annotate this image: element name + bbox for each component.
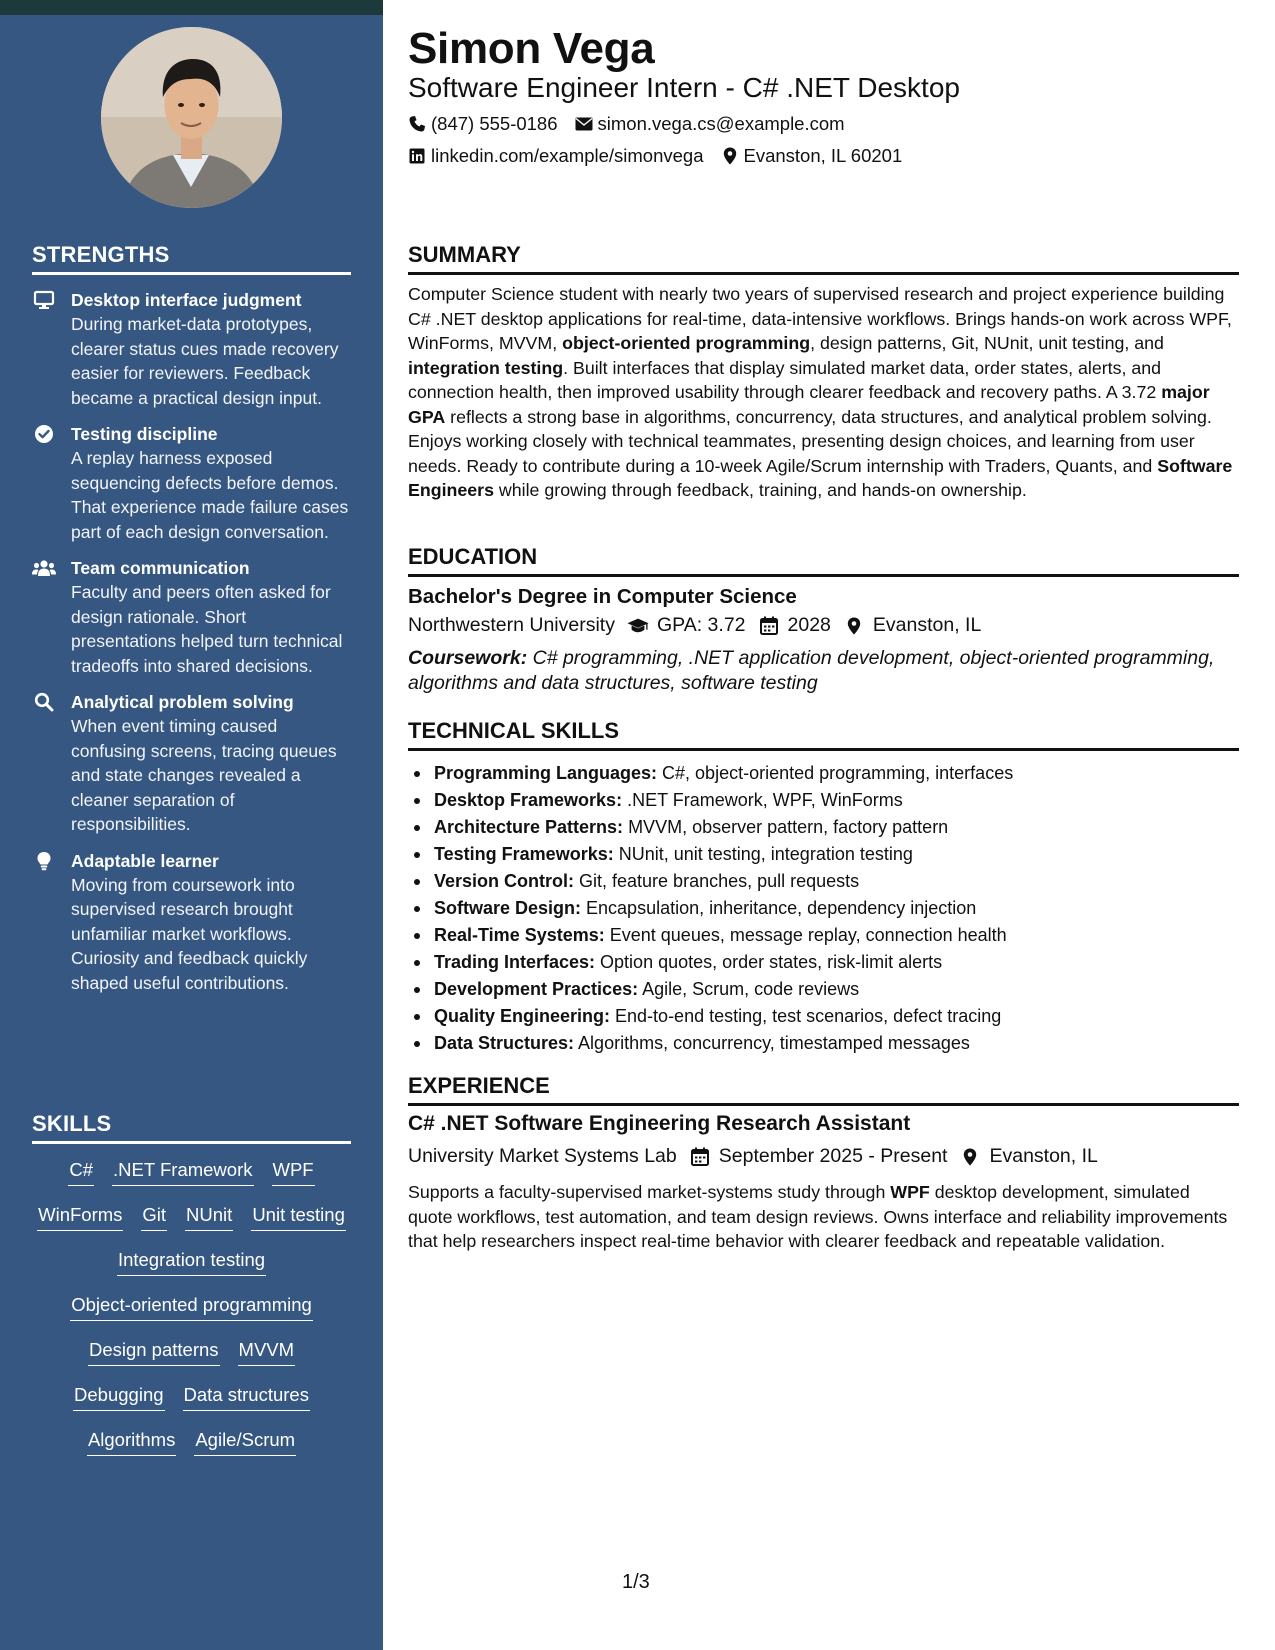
skill-tag: NUnit [185,1203,233,1231]
profile-photo [101,27,282,208]
skill-tag-row [32,1293,351,1338]
list-item [426,841,1236,868]
strength-description: During market-data prototypes, clearer status cues made recovery easier for reviewers. Feedback became a practical design input. [71,314,339,408]
summary-part: while growing through feedback, training, and hands-on ownership. [493,480,1027,500]
education-details [408,614,981,637]
technical-skills-list [426,760,1236,1057]
summary-bold-part: major GPA [408,382,1210,427]
location-text: Evanston, IL 60201 [743,145,903,166]
strength-description: When event timing caused confusing screens, tracing queues and state changes revealed a cleaner separation of responsibilities. [71,716,337,834]
lightbulb-icon [32,850,56,872]
page-number: 1/3 [622,1571,650,1593]
skill-tag: Data structures [183,1383,310,1411]
skill-tag-row [32,1158,351,1203]
skill-tag-row [32,1248,351,1293]
summary-part: Computer Science student with nearly two years of supervised research and project experience building C# .NET desktop applications for real-time, data-intensive workflows. Brings hands-on work across WPF, WinForms, MVVM, [408,284,1232,353]
strengths-list [32,288,354,1007]
linkedin-icon [408,147,426,165]
calendar-icon [758,616,780,636]
list-item [426,1030,1236,1057]
check-circle-icon [32,423,56,445]
skill-category: Architecture Patterns: [434,817,624,837]
list-item [426,976,1236,1003]
list-item [426,814,1236,841]
job-title: C# .NET Software Engineering Research Assistant [408,1112,911,1135]
summary-part: , design patterns, Git, NUnit, unit testing, and [810,333,1164,353]
list-item [426,760,1236,787]
skill-values: Algorithms, concurrency, timestamped messages [574,1033,970,1053]
summary-text [408,282,1239,503]
list-item [426,895,1236,922]
map-pin-icon [959,1147,981,1167]
skill-category: Desktop Frameworks: [434,790,623,810]
list-item [426,949,1236,976]
education-heading: EDUCATION [408,544,1239,577]
skill-tags [32,1158,351,1473]
school-name: Northwestern University [408,614,615,636]
skill-tag: Object-oriented programming [70,1293,313,1321]
monitor-icon [32,289,56,311]
job-description [408,1180,1239,1254]
job-location: Evanston, IL [989,1145,1098,1167]
technical-skills-heading: TECHNICAL SKILLS [408,718,1239,751]
skill-category: Version Control: [434,871,575,891]
job-desc-bold-part: WPF [890,1182,930,1202]
skill-tag: Debugging [73,1383,165,1411]
graduation-year: 2028 [787,614,831,636]
skill-values: End-to-end testing, test scenarios, defect tracing [610,1006,1002,1026]
strength-item [32,849,354,996]
skill-tag-row [32,1203,351,1248]
skill-values: MVVM, observer pattern, factory pattern [623,817,949,837]
coursework-list: C# programming, .NET application development, object-oriented programming, algorithms and data structures, software testing [408,647,1215,694]
phone-icon [408,115,426,133]
search-icon [32,691,56,713]
sidebar [0,0,383,1650]
skill-category: Development Practices: [434,979,639,999]
summary-part: reflects a strong base in algorithms, concurrency, data structures, and analytical problem solving. Enjoys working closely with technical teammates, presenting design choices, and learning from user needs. Ready to contribute during a 10-week Agile/Scrum internship with Traders, Quants, and [408,406,1212,476]
skill-category: Trading Interfaces: [434,952,596,972]
skill-tag: MVVM [238,1338,296,1366]
candidate-headline: Software Engineer Intern - C# .NET Desktop [408,72,960,103]
map-pin-icon [721,147,739,165]
sidebar-top-bar [0,0,383,15]
contact-row [408,113,845,135]
strength-description: A replay harness exposed sequencing defects before demos. That experience made failure cases part of each design conversation. [71,448,349,542]
graduation-cap-icon [627,616,649,636]
skill-category: Data Structures: [434,1033,575,1053]
skill-tag-row [32,1338,351,1383]
list-item [426,787,1236,814]
skill-tag: Unit testing [251,1203,346,1231]
skill-tag: WPF [272,1158,315,1186]
skill-tag: Design patterns [88,1338,220,1366]
phone-number[interactable]: (847) 555-0186 [431,113,558,134]
strengths-heading: STRENGTHS [32,242,351,275]
contact-row [408,145,902,167]
strength-item [32,690,354,837]
list-item [426,868,1236,895]
coursework-label: Coursework: [408,647,528,669]
strength-description: Faculty and peers often asked for design rationale. Short presentations helped turn technical tradeoffs into shared decisions. [71,582,343,676]
skill-values: Event queues, message replay, connection health [604,925,1007,945]
skill-tag: Git [141,1203,167,1231]
skill-category: Quality Engineering: [434,1006,611,1026]
summary-part: . Built interfaces that display simulated market data, order states, alerts, and connection health, then improved usability through clearer feedback and recovery paths. A 3.72 [408,357,1162,402]
strength-item [32,422,354,544]
list-item [426,922,1236,949]
experience-heading: EXPERIENCE [408,1073,1239,1106]
map-pin-icon [843,616,865,636]
strength-title: Team communication [71,558,250,578]
summary-bold-part: Software Engineers [408,455,1233,500]
degree-title: Bachelor's Degree in Computer Science [408,585,797,608]
users-icon [32,557,56,579]
strength-title: Analytical problem solving [71,692,294,712]
skill-tag: Integration testing [117,1248,266,1276]
skill-values: C#, object-oriented programming, interfaces [657,763,1014,783]
job-desc-part: desktop development, simulated quote workflows, test automation, and team design reviews. Owns interface and reliability improvements that help researchers inspect real-time behavior with clearer feedback and repeatable validation. [408,1182,1228,1251]
strength-title: Desktop interface judgment [71,290,302,310]
strength-description: Moving from coursework into supervised research brought unfamiliar market workflows. Curiosity and feedback quickly shaped useful contributions. [71,874,308,993]
skill-category: Testing Frameworks: [434,844,614,864]
school-location: Evanston, IL [872,614,982,636]
skill-tag: Algorithms [87,1428,176,1456]
skill-values: .NET Framework, WPF, WinForms [622,790,903,810]
employer-name: University Market Systems Lab [408,1145,677,1167]
skill-values: Git, feature branches, pull requests [574,871,860,891]
skill-tag-row [32,1383,351,1428]
summary-bold-part: integration testing [408,357,564,378]
coursework [408,646,1239,695]
strength-item [32,288,354,410]
job-dates: September 2025 - Present [718,1145,948,1167]
skill-tag: Agile/Scrum [194,1428,296,1456]
skill-tag: WinForms [37,1203,123,1231]
skill-values: Encapsulation, inheritance, dependency injection [581,898,977,918]
skill-values: NUnit, unit testing, integration testing [613,844,913,864]
candidate-name: Simon Vega [408,24,655,73]
linkedin-url[interactable]: linkedin.com/example/simonvega [431,145,704,166]
skill-tag: C# [68,1158,94,1186]
job-desc-part: Supports a faculty-supervised market-systems study through [408,1182,891,1202]
strength-item [32,556,354,678]
email-icon [575,115,593,133]
summary-heading: SUMMARY [408,242,1239,275]
skill-category: Programming Languages: [434,763,658,783]
gpa: GPA: 3.72 [656,614,746,636]
skill-values: Agile, Scrum, code reviews [638,979,860,999]
skills-heading: SKILLS [32,1111,351,1144]
calendar-icon [689,1147,711,1167]
skill-tag: .NET Framework [112,1158,253,1186]
job-details [408,1145,1098,1168]
skill-category: Real-Time Systems: [434,925,605,945]
strength-title: Adaptable learner [71,850,219,871]
skill-category: Software Design: [434,898,582,918]
summary-bold-part: object-oriented programming [562,333,811,353]
skill-values: Option quotes, order states, risk-limit alerts [595,952,943,972]
email-address[interactable]: simon.vega.cs@example.com [597,113,845,134]
list-item [426,1003,1236,1030]
strength-title: Testing discipline [71,424,218,444]
skill-tag-row [32,1428,351,1473]
